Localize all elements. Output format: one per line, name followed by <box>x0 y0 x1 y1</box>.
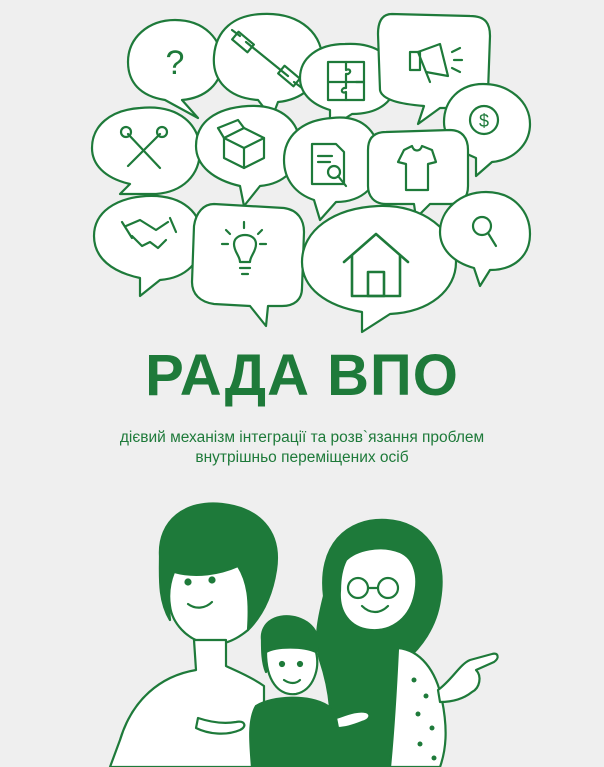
svg-text:$: $ <box>478 111 490 131</box>
subtitle-line-1: дієвий механізм інтеграції та розв`язання проблем <box>119 429 485 446</box>
subtitle-line-2: внутрішньо переміщених осіб <box>195 449 409 466</box>
document-title: РАДА ВПО <box>145 343 459 408</box>
woman-figure <box>317 520 498 767</box>
svg-text:?: ? <box>165 44 185 82</box>
